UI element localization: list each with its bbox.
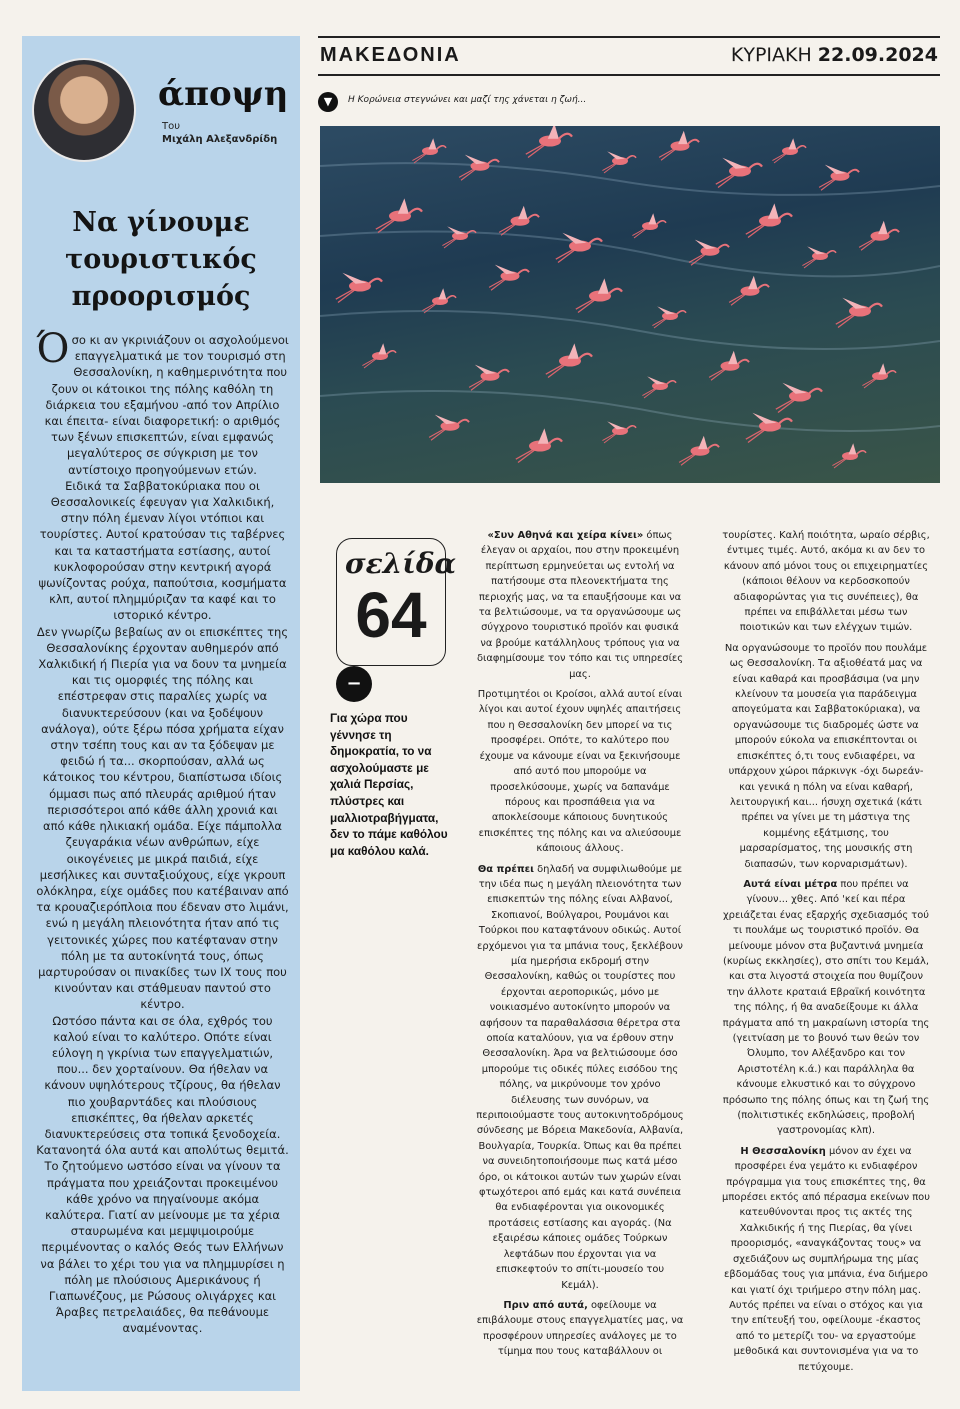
photo-caption-row — [318, 88, 940, 116]
flamingo — [516, 428, 562, 462]
flamingo — [422, 288, 456, 313]
paragraph: Πριν από αυτά, οφείλουμε να επιβάλουμε στους επαγγελματίες μας, να προσφέρουν υπηρεσίες ανάλογες με το τίμημα που τους καταβάλλουν οι — [476, 1299, 684, 1358]
paragraph: Αυτά είναι μέτρα που πρέπει να γίνουν... χθες. Από 'κεί και πέρα χρειάζεται ένας εξαρχής σχεδιασμός τού τι πουλάμε ως τουριστικό προϊόν. Θα μείνουμε μόνον στα βυζαντινά μνημεία (κυρίως εκκλησίες), στο σπίτι του Κεμάλ, και στα λιγοστά στοιχεία που θυμίζουν την άλλοτε κραταιά Εβραϊκή κοινότητα της πόλης, ή θα αναδείξουμε κι άλλα πράγματα από τη μακραίωνη ιστορία της (γειτνίαση με το βουνό των θεών τον Όλυμπο, τον Αλέξανδρο και τον Αριστοτέλη κ.ά.) και παράλληλα θα κάνουμε ελκυστικό και το σύγχρονο πρόσωπο της πόλης όπως και τη ζωή της (πολιτιστικές εκδηλώσεις, προβολή γαστρονομίας κλπ). — [722, 878, 930, 1137]
issue-date: ΚΥΡΙΑΚΗ 22.09.2024 — [730, 44, 938, 66]
newspaper-title: ΜΑΚΕΔΟΝΙΑ — [320, 44, 461, 66]
section-label: άποψη — [158, 74, 289, 114]
page-number: 64 — [355, 579, 427, 651]
flamingo — [632, 213, 666, 238]
flamingo — [412, 138, 446, 163]
flamingo — [802, 246, 836, 268]
flamingo — [652, 306, 686, 328]
flamingo — [836, 298, 882, 328]
paragraph: Όσο κι αν γκρινιάζουν οι ασχολούμενοι επαγγελματικά με τον τουρισμό στη Θεσσαλονίκη, η καθημερινότητα που ζουν οι κάτοικοι της πόλης καθόλη τη διάρκεια του εξαμήνου -από τον Απρίλιο και έπειτα- είναι διαφορετική: ο αριθμός των ξένων επισκεπτών, είναι εμφανώς μεγαλύτερος σε σύγκριση με τον αντίστοιχο προηγούμενων ετών. — [36, 326, 289, 477]
flamingo — [746, 413, 792, 443]
flamingo — [862, 363, 896, 388]
dropcap: Ό — [36, 326, 70, 372]
byline-prefix: Του — [162, 121, 181, 132]
opinion-column — [22, 36, 300, 1391]
paragraph: Να οργανώσουμε το προϊόν που πουλάμε ως Θεσσαλονίκη. Τα αξιοθέατά μας να είναι καθαρά και προσβάσιμα (να μην κλείνουν τα μουσεία για παράδειγμα απογεύματα και Σαββατοκύριακα), να οργανώσουμε τις διαδρομές ώστε να μπορούν εύκολα να επισκέπτονται οι επισκέπτες ό,τι τους ενδιαφέρει, να υπάρχουν χώροι πάρκινγκ -όχι δωρεάν- και γενικά η πόλη να είναι καθαρή, λειτουργική και... ήσυχη σχετικά (κάτι πρέπει να γίνει με τη μάστιγα της κομμένης εξάτμισης, του μαρσαρίσματος, της μουσικής στη διαπασών, των κορναρισμάτων). — [724, 642, 928, 870]
flamingo — [746, 203, 792, 237]
flamingo — [362, 343, 396, 368]
flamingo-illustration — [320, 126, 940, 483]
flamingo — [729, 276, 769, 305]
triangle-down-icon: ▼ — [318, 92, 338, 112]
article-headline: Να γίνουμε τουριστικός προορισμός — [65, 207, 257, 312]
byline — [162, 120, 277, 146]
flamingo — [602, 421, 636, 443]
paragraph: Προτιμητέοι οι Κροίσοι, αλλά αυτοί είναι λίγοι και αυτοί έχουν υψηλές απαιτήσεις που η Θεσσαλονίκη δεν μπορεί να τις προσφέρει. Οπότε, το καλύτερο που έχουμε να κάνουμε είναι να ξεκινήσουμε από αυτό που μπορούμε να προσελκύσουμε, χωρίς να δαπανάμε πόρους και προσπάθεια για να αποκλείσουμε κάποιους δυνητικούς επισκέπτες της πόλης και να αλιεύσουμε κάποιους άλλους. — [477, 689, 683, 855]
flamingo — [602, 151, 636, 173]
paragraph: Ωστόσο πάντα και σε όλα, εχθρός του καλού είναι το καλύτερο. Οπότε είναι εύλογη η γκρίνια των επαγγελματιών, που... δεν χορταίνουν. Θα ήθελαν να κάνουν υψηλότερους τζίρους, θα ήθελαν πιο χουβαρντάδες και πλούσιους επισκέπτες, θα ήθελαν αρκετές διανυκτερεύσεις στα τοπικά ξενοδοχεία. — [44, 1013, 281, 1141]
minus-icon: − — [336, 666, 372, 702]
flamingo — [689, 240, 729, 266]
flamingo — [832, 443, 866, 468]
flamingo — [469, 365, 509, 391]
flamingo — [499, 206, 539, 235]
flamingo-photo — [320, 126, 940, 483]
paragraph: τουρίστες. Καλή ποιότητα, ωραίο σέρβις, έντιμες τιμές. Αυτό, ακόμα κι αν δεν το κάνουν από μόνοι τους οι επιχειρηματίες (κάποιοι θέλουν να κερδοσκοπούν αδιαφορώντας για τις συνέπειες), θα πρέπει να επιβάλλεται μέσω των ποιοτικών και των ελέγχων τιμών. — [722, 530, 930, 634]
paragraph: Δεν γνωρίζω βεβαίως αν οι επισκέπτες της Θεσσαλονίκης έρχονταν αυθημερόν από Χαλκιδική ή Πιερία για να δουν τα μνημεία και τις ομορφιές της πόλης και επέστρεφαν στις παραλίες χωρίς να διανυκτερεύσουν (και να ξοδέψουν ανάλογα), ούτε ξέρω πόσα χρήματα είχαν στην τσέπη τους και αν τα ξόδεψαν με φειδώ ή τα... σκορπούσαν, αλλά ως κάτοικος του κέντρου, διαπίστωσα ιδίοις όμμασι πως από πλευράς αριθμού ήταν περισσότεροι από κάθε άλλη χρονιά και από κάθε ηλικιακή ομάδα. Είχε πάμπολλα ζευγαράκια νέων ανθρώπων, είχε οικογένειες με μικρά παιδιά, είχε μεσήλικες και συνταξιούχους, είχε γκρουπ ολόκληρα, είχε ομάδες που κατέβαιναν από τα κρουαζιερόπλοια που έδεναν στο λιμάνι, ενώ η μεγάλη πλειονότητα ήταν από τις γειτονικές χώρες που κατέφταναν στην πόλη με τα αυτοκίνητά τους, όπως μαρτυρούσαν οι πινακίδες των ΙΧ τους που κινούνταν και στάθμευαν παντού στο κέντρο. — [36, 624, 289, 1012]
photo-caption: Η Κορώνεια στεγνώνει και μαζί της χάνεται η ζωή... — [348, 95, 587, 105]
opinion-body — [36, 326, 289, 1337]
flamingo — [859, 221, 899, 250]
paragraph: Κατανοητά όλα αυτά και απολύτως θεμιτά. — [36, 1143, 289, 1158]
masthead — [318, 36, 940, 76]
flamingo — [442, 226, 476, 248]
flamingo — [526, 126, 572, 158]
flamingo — [376, 198, 422, 232]
flamingo — [709, 351, 749, 380]
page-word: σελίδα — [345, 547, 457, 580]
paragraph: «Συν Αθηνά και χείρα κίνει» όπως έλεγαν οι αρχαίοι, που στην προκειμένη περίπτωση ερμηνεύεται ως εντολή να πατήσουμε στα πλεονεκτήματα της περιοχής μας, να τα επαυξήσουμε και να τα βελτιώσουμε, να τα οργανώσουμε ως σύγχρονο τουριστικό προϊόν και φυσικά να βρούμε κατάλληλους τρόπους για να διαφημίσουμε τον τόπο και τις υπηρεσίες μας. — [476, 530, 684, 680]
paragraph: Θα πρέπει δηλαδή να συμφιλιωθούμε με την ιδέα πως η μεγάλη πλειονότητα των επισκεπτών της πόλης είναι Αλβανοί, Σκοπιανοί, Βούλγαροι, Ρουμάνοι και Τούρκοι που καταφτάνουν οδικώς. Αυτοί ερχόμενοι για τα μπάνια τους, ξεκλέβουν μία ημερήσια εκδρομή στην Θεσσαλονίκη, καθώς οι τουρίστες που έρχονται αεροπορικώς, μόνο με νοικιασμένο αυτοκίνητο μπορούν να αφήσουν τα παραθαλάσσια θέρετρα στα οποία καταλύουν, για να έρθουν στην Θεσσαλονίκη. Άρα να βελτιώσουμε όσο μπορούμε τις οδικές πύλες εισόδου της πόλης, να μικρύνουμε τον χρόνο διέλευσης των συνόρων, να περιποιούμαστε τους αυτοκινητοδρόμους σύνδεσης με Βόρεια Μακεδονία, Αλβανία, Βουλγαρία, Τουρκία. Όπως και θα πρέπει να συνειδητοποιήσουμε πως κατά μέσο όρο, οι κάτοικοι αυτών των χωρών είναι φτωχότεροι από εμάς και κατά συνέπεια θα ενδιαφέρονται για οικονομικές προτάσεις εστίασης και αγοράς. (Να εξαιρέσω κάποιες ομάδες Τούρκων λεφτάδων που έρχονται για να επισκεφτούν το σπίτι-μουσείο του Κεμάλ). — [476, 863, 684, 1291]
flamingo — [659, 131, 699, 160]
flamingo — [336, 273, 382, 303]
flamingo — [429, 415, 469, 441]
paragraph: Ειδικά τα Σαββατοκύριακα που οι Θεσσαλονικείς έφευγαν για Χαλκιδική, στην πόλη έμεναν λίγοι ντόπιοι και τουρίστες. Αυτοί κρατούσαν τις ταβέρνες και τα καταστήματα εστίασης, αυτοί κυκλοφορούσαν στην κεντρική αγορά ψωνίζοντας ρούχα, παπούτσια, κοσμήματα κλπ, αυτοί πλημμύριζαν τα καφέ και το ιστορικό κέντρο. — [38, 478, 287, 623]
flamingo — [459, 155, 499, 181]
page-reference-box — [336, 538, 457, 666]
flamingo — [819, 165, 859, 191]
article-column-middle — [476, 528, 684, 1365]
flamingo — [716, 158, 762, 188]
flamingo — [546, 343, 592, 377]
flamingo — [489, 265, 529, 291]
paragraph: Η Θεσσαλονίκη μόνον αν έχει να προσφέρει ένα γεμάτο κι ενδιαφέρον πρόγραμμα για τους επισκέπτες της, θα μπορέσει εκτός από πέρασμα εκείνων που κατευθύνονται προς τις ακτές της Χαλκιδικής ή της Πιερίας, θα γίνει προορισμός, «αναγκάζοντας τους» να σχεδιάζουν ως συμπλήρωμα της μίας εβδομάδας τους για μπάνια, ένα διήμερο και γιατί όχι τριήμερο στην πόλη μας. Αυτός πρέπει να είναι ο στόχος και για την επίτευξή του, οφείλουμε -έκαστος από το μετερίζι του- να εργαστούμε μεθοδικά και συντονισμένα για να το πετύχουμε. — [722, 1145, 930, 1373]
flamingo — [642, 376, 676, 398]
flamingo — [576, 278, 622, 312]
flamingo — [679, 436, 719, 465]
paragraph: Το ζητούμενο ωστόσο είναι να γίνουν τα πράγματα που χρειάζονται προκειμένου κάθε χρόνο να πηγαίνουμε ακόμα καλύτερα. Γιατί αν μείνουμε με τα χέρια σταυρωμένα και μεμψιμοιρούμε περιμένοντας ο καλός Θεός των Ελλήνων να βάλει το χέρι του για να πλημμυρίσει η πόλη με πλούσιους Αμερικάνους ή Γιαπωνέζους, με Ρώσους ολιγάρχες και Άραβες πετρελαιάδες, θα πεθάνουμε αναμένοντας. — [40, 1159, 285, 1336]
flamingo — [556, 233, 602, 263]
flamingo — [772, 138, 806, 163]
flamingo — [776, 383, 822, 413]
pull-quote: Για χώρα που γέννησε τη δημοκρατία, το να ασχολούμαστε με χαλιά Περσίας, πλύστρες και μαλλιοτραβήγματα, δεν το πάμε καθόλου μα καθόλου καλά. — [330, 711, 448, 858]
author-avatar — [32, 58, 136, 162]
author-name: Μιχάλη Αλεξανδρίδη — [162, 134, 278, 145]
article-column-right — [722, 528, 930, 1380]
